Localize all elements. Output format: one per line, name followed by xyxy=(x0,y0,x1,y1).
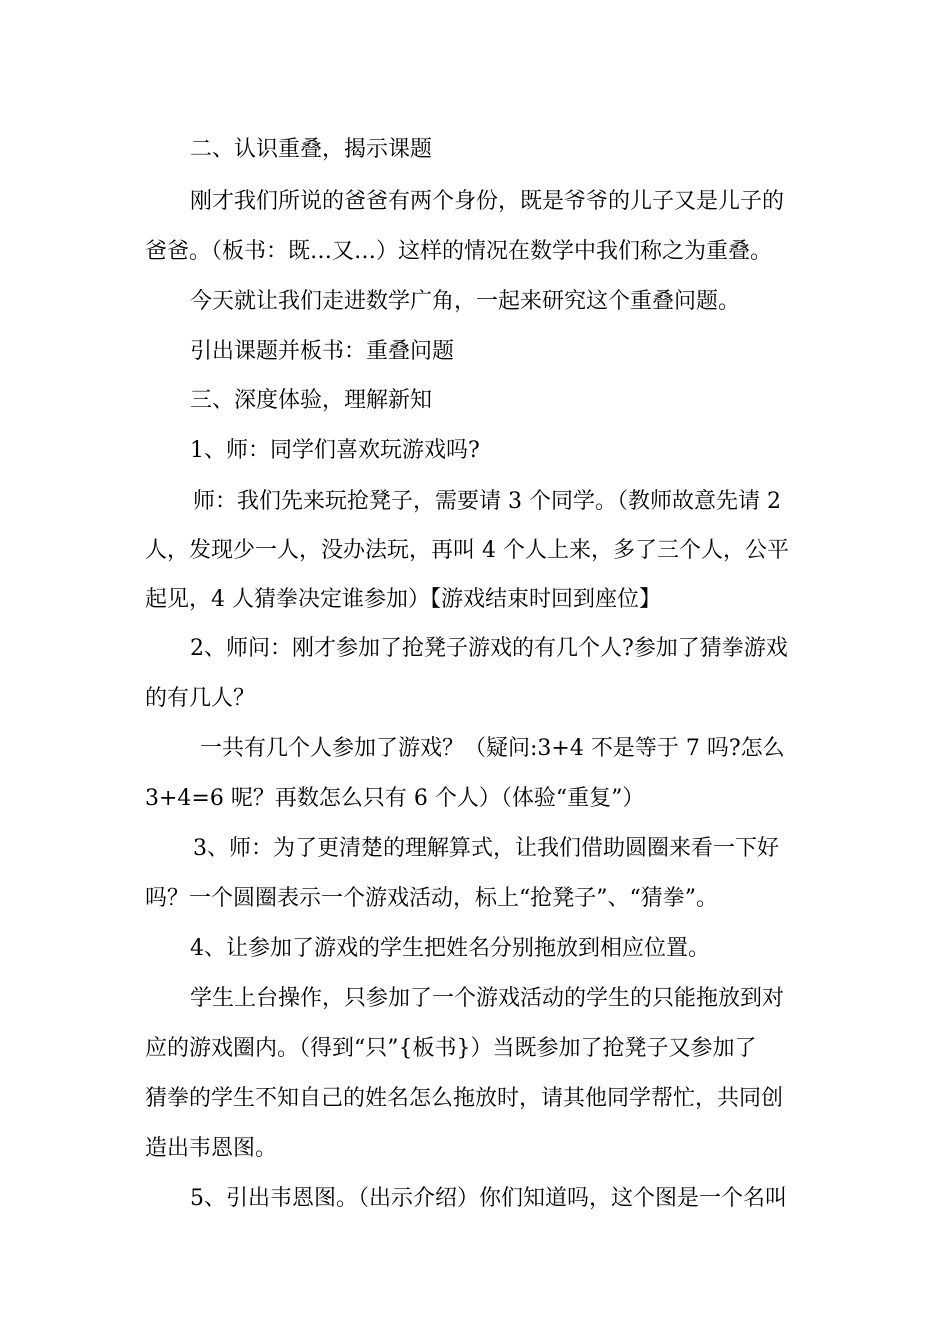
paragraph-line: 学生上台操作，只参加了一个游戏活动的学生的只能拖放到对 xyxy=(190,986,785,1011)
paragraph-line: 起见，4 人猜拳决定谁参加）【游戏结束时回到座位】 xyxy=(145,587,661,612)
paragraph-line: 5、引出韦恩图。（出示介绍）你们知道吗，这个图是一个名叫 xyxy=(190,1186,787,1211)
paragraph-line: 的有几人？ xyxy=(145,686,256,711)
paragraph-line: 人，发现少一人，没办法玩，再叫 4 个人上来，多了三个人，公平 xyxy=(145,538,789,563)
paragraph-line: 3、师：为了更清楚的理解算式，让我们借助圆圈来看一下好 xyxy=(193,836,779,861)
section-heading-3: 三、深度体验，理解新知 xyxy=(190,388,433,413)
paragraph-line: 今天就让我们走进数学广角，一起来研究这个重叠问题。 xyxy=(190,289,741,314)
paragraph-line: 应的游戏圈内。（得到“只”{板书}）当既参加了抢凳子又参加了 xyxy=(145,1036,757,1061)
paragraph-line: 师：我们先来玩抢凳子，需要请 3 个同学。（教师故意先请 2 xyxy=(193,489,781,514)
paragraph-line: 2、师问：刚才参加了抢凳子游戏的有几个人?参加了猜拳游戏 xyxy=(190,636,788,661)
paragraph-line: 猜拳的学生不知自己的姓名怎么拖放时，请其他同学帮忙，共同创 xyxy=(145,1086,784,1111)
paragraph-line: 刚才我们所说的爸爸有两个身份，既是爷爷的儿子又是儿子的 xyxy=(190,189,785,214)
paragraph-line: 造出韦恩图。 xyxy=(145,1136,278,1161)
section-heading-2: 二、认识重叠，揭示课题 xyxy=(190,137,433,162)
paragraph-line: 爸爸。（板书：既…又…）这样的情况在数学中我们称之为重叠。 xyxy=(145,239,773,264)
paragraph-line: 4、让参加了游戏的学生把姓名分别拖放到相应位置。 xyxy=(190,936,710,961)
paragraph-line: 吗？一个圆圈表示一个游戏活动，标上“抢凳子”、“猜拳”。 xyxy=(145,886,718,911)
paragraph-line: 一共有几个人参加了游戏？（疑问:3+4 不是等于 7 吗?怎么 xyxy=(200,736,785,761)
paragraph-line: 1、师：同学们喜欢玩游戏吗? xyxy=(190,438,480,463)
paragraph-line: 3+4=6 呢？再数怎么只有 6 个人）（体验“重复”） xyxy=(145,786,645,811)
paragraph-line: 引出课题并板书：重叠问题 xyxy=(190,339,455,364)
